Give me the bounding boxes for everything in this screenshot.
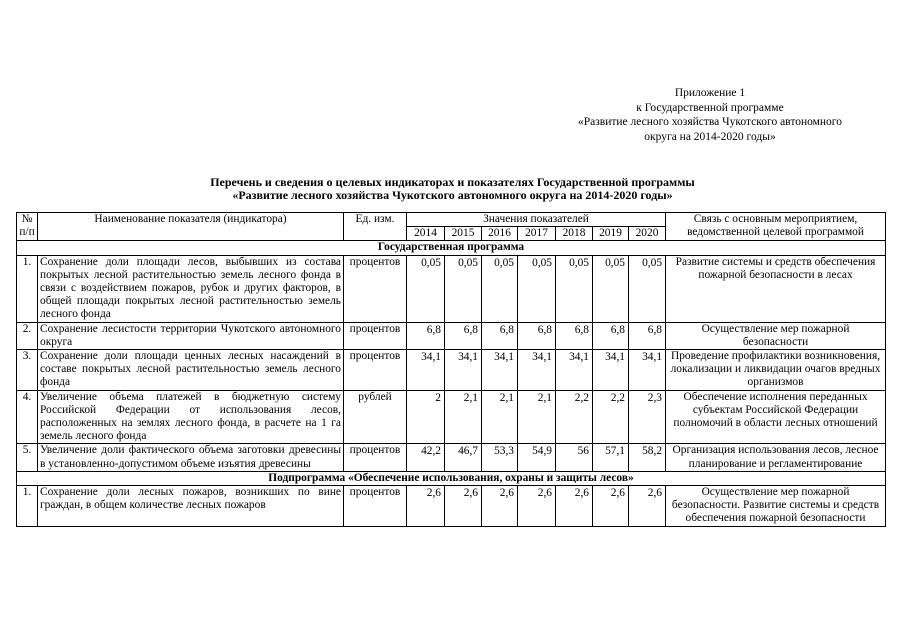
value-cell: 2,6 <box>629 486 666 527</box>
related-activity: Осуществление мер пожарной безопасности. Развитие системы и средств обеспечения пожарной безопасности <box>666 486 886 527</box>
value-cell: 6,8 <box>445 322 482 349</box>
value-cell: 34,1 <box>407 350 445 391</box>
row-number: 1. <box>17 486 38 527</box>
unit-cell: рублей <box>344 390 407 444</box>
value-cell: 2,2 <box>556 390 593 444</box>
table-row <box>17 486 886 527</box>
value-cell: 54,9 <box>518 444 556 471</box>
value-cell: 2,6 <box>482 486 518 527</box>
value-cell: 6,8 <box>629 322 666 349</box>
value-cell: 0,05 <box>407 255 445 322</box>
indicator-name: Сохранение доли лесных пожаров, возникших по вине граждан, в общем количестве лесных пожаров <box>38 486 344 527</box>
title-line: Перечень и сведения о целевых индикаторах и показателях Государственной программы <box>210 175 695 189</box>
table-row <box>17 350 886 391</box>
indicator-name: Увеличение объема платежей в бюджетную систему Российской Федерации от использования лесов, расположенных на землях лесного фонда, в расчете на 1 га земель лесного фонда <box>38 390 344 444</box>
header-year: 2017 <box>518 227 556 241</box>
value-cell: 2,6 <box>445 486 482 527</box>
value-cell: 6,8 <box>482 322 518 349</box>
header-link: Связь с основным мероприятием, ведомственной целевой программой <box>666 213 886 241</box>
indicator-name: Сохранение лесистости территории Чукотского автономного округа <box>38 322 344 349</box>
related-activity: Обеспечение исполнения переданных субъектам Российской Федерации полномочий в области лесных отношений <box>666 390 886 444</box>
value-cell: 53,3 <box>482 444 518 471</box>
value-cell: 6,8 <box>593 322 629 349</box>
value-cell: 57,1 <box>593 444 629 471</box>
unit-cell: процентов <box>344 486 407 527</box>
appendix-line: к Государственной программе <box>636 101 784 114</box>
unit-cell: процентов <box>344 322 407 349</box>
value-cell: 42,2 <box>407 444 445 471</box>
header-year: 2019 <box>593 227 629 241</box>
related-activity: Развитие системы и средств обеспечения пожарной безопасности в лесах <box>666 255 886 322</box>
related-activity: Организация использования лесов, лесное планирование и регламентирование <box>666 444 886 471</box>
header-year: 2020 <box>629 227 666 241</box>
table-row <box>17 255 886 322</box>
header-name: Наименование показателя (индикатора) <box>38 213 344 241</box>
table-row <box>17 444 886 471</box>
indicator-name: Сохранение доли площади лесов, выбывших из состава покрытых лесной растительностью земель лесного фонда в связи с воздействием пожаров, рубок и других факторов, в общей площади покрытых лесной растительностью земель лесного фонда <box>38 255 344 322</box>
unit-cell: процентов <box>344 350 407 391</box>
header-year: 2018 <box>556 227 593 241</box>
related-activity: Проведение профилактики возникновения, локализации и ликвидации очагов вредных организмов <box>666 350 886 391</box>
header-unit: Ед. изм. <box>344 213 407 241</box>
value-cell: 34,1 <box>445 350 482 391</box>
document-title <box>0 176 905 202</box>
value-cell: 2,6 <box>407 486 445 527</box>
value-cell: 2,6 <box>593 486 629 527</box>
indicator-name: Сохранение доли площади ценных лесных насаждений в составе покрытых лесной растительностью земель лесного фонда <box>38 350 344 391</box>
row-number: 5. <box>17 444 38 471</box>
value-cell: 46,7 <box>445 444 482 471</box>
unit-cell: процентов <box>344 444 407 471</box>
row-number: 3. <box>17 350 38 391</box>
title-line: «Развитие лесного хозяйства Чукотского автономного округа на 2014-2020 годы» <box>232 188 673 202</box>
appendix-block <box>540 86 880 144</box>
appendix-line: «Развитие лесного хозяйства Чукотского автономного <box>578 116 842 128</box>
row-number: 4. <box>17 390 38 444</box>
header-year: 2016 <box>482 227 518 241</box>
value-cell: 2,1 <box>518 390 556 444</box>
value-cell: 0,05 <box>445 255 482 322</box>
value-cell: 2,1 <box>445 390 482 444</box>
value-cell: 2,6 <box>556 486 593 527</box>
appendix-line: Приложение 1 <box>674 87 746 99</box>
header-values: Значения показателей <box>407 213 666 227</box>
header-num: № п/п <box>17 213 38 241</box>
appendix-line: округа на 2014-2020 годы» <box>644 130 776 143</box>
value-cell: 0,05 <box>593 255 629 322</box>
header-year: 2014 <box>407 227 445 241</box>
value-cell: 34,1 <box>593 350 629 391</box>
value-cell: 2,3 <box>629 390 666 444</box>
value-cell: 2,1 <box>482 390 518 444</box>
table-body <box>17 241 886 526</box>
value-cell: 34,1 <box>482 350 518 391</box>
section-row <box>17 471 886 485</box>
value-cell: 6,8 <box>518 322 556 349</box>
table-row <box>17 322 886 349</box>
value-cell: 56 <box>556 444 593 471</box>
section-title: Подпрограмма «Обеспечение использования, охраны и защиты лесов» <box>17 471 886 485</box>
value-cell: 6,8 <box>556 322 593 349</box>
value-cell: 34,1 <box>629 350 666 391</box>
value-cell: 58,2 <box>629 444 666 471</box>
table-row <box>17 390 886 444</box>
value-cell: 0,05 <box>482 255 518 322</box>
row-number: 1. <box>17 255 38 322</box>
value-cell: 2,6 <box>518 486 556 527</box>
value-cell: 34,1 <box>518 350 556 391</box>
indicator-name: Увеличение доли фактического объема заготовки древесины в установленно-допустимом объеме изъятия древесины <box>38 444 344 471</box>
section-row <box>17 241 886 255</box>
header-year: 2015 <box>445 227 482 241</box>
row-number: 2. <box>17 322 38 349</box>
value-cell: 6,8 <box>407 322 445 349</box>
unit-cell: процентов <box>344 255 407 322</box>
value-cell: 34,1 <box>556 350 593 391</box>
section-title: Государственная программа <box>17 241 886 255</box>
indicators-table <box>16 212 886 527</box>
value-cell: 0,05 <box>556 255 593 322</box>
value-cell: 0,05 <box>518 255 556 322</box>
value-cell: 2,2 <box>593 390 629 444</box>
value-cell: 2 <box>407 390 445 444</box>
related-activity: Осуществление мер пожарной безопасности <box>666 322 886 349</box>
value-cell: 0,05 <box>629 255 666 322</box>
